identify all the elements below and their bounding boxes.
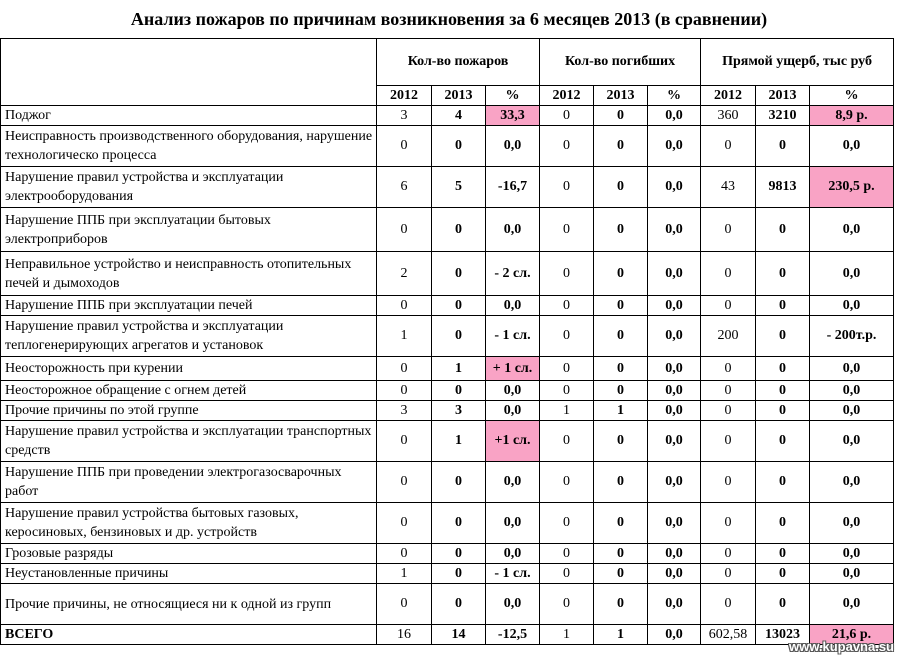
value-cell: 21,6 р. xyxy=(810,625,894,645)
value-cell: 14 xyxy=(432,625,486,645)
value-cell: 0,0 xyxy=(486,296,540,316)
value-cell: 0,0 xyxy=(648,296,701,316)
value-cell: 0,0 xyxy=(648,625,701,645)
value-cell: 0,0 xyxy=(810,296,894,316)
cause-cell: Поджог xyxy=(1,106,377,126)
group-header-damage: Прямой ущерб, тыс руб xyxy=(701,39,894,86)
cause-cell: Нарушение ППБ при эксплуатации печей xyxy=(1,296,377,316)
value-cell: 0,0 xyxy=(486,381,540,401)
value-cell: 0 xyxy=(432,316,486,357)
value-cell: 4 xyxy=(432,106,486,126)
cause-cell: Неправильное устройство и неисправность отопительных печей и дымоходов xyxy=(1,252,377,296)
value-cell: 3210 xyxy=(756,106,810,126)
value-cell: 0 xyxy=(594,296,648,316)
value-cell: 0,0 xyxy=(810,401,894,421)
subheader-cell: 2013 xyxy=(432,86,486,106)
value-cell: 0,0 xyxy=(810,126,894,167)
value-cell: - 1 сл. xyxy=(486,316,540,357)
value-cell: 0 xyxy=(594,357,648,381)
value-cell: 0 xyxy=(540,126,594,167)
cause-cell: Неустановленные причины xyxy=(1,564,377,584)
value-cell: 0 xyxy=(432,296,486,316)
value-cell: 0 xyxy=(594,564,648,584)
value-cell: 0,0 xyxy=(810,252,894,296)
value-cell: 0 xyxy=(377,544,432,564)
subheader-cell: % xyxy=(648,86,701,106)
value-cell: 230,5 р. xyxy=(810,167,894,208)
subheader-cell: 2013 xyxy=(756,86,810,106)
value-cell: 0 xyxy=(701,357,756,381)
value-cell: 0,0 xyxy=(810,357,894,381)
value-cell: 0 xyxy=(594,316,648,357)
value-cell: 0,0 xyxy=(486,401,540,421)
value-cell: 0,0 xyxy=(810,584,894,625)
value-cell: 0,0 xyxy=(810,503,894,544)
value-cell: 0,0 xyxy=(648,106,701,126)
subheader-cell: 2013 xyxy=(594,86,648,106)
value-cell: 0,0 xyxy=(810,462,894,503)
value-cell: 0 xyxy=(432,462,486,503)
value-cell: 0,0 xyxy=(810,421,894,462)
value-cell: 1 xyxy=(540,401,594,421)
group-header-row xyxy=(1,39,894,86)
value-cell: 0 xyxy=(594,544,648,564)
table-row xyxy=(1,357,894,381)
subheader-cell: % xyxy=(486,86,540,106)
total-label: ВСЕГО xyxy=(1,625,377,645)
value-cell: 0,0 xyxy=(486,462,540,503)
total-row xyxy=(1,625,894,645)
value-cell: 0 xyxy=(540,544,594,564)
value-cell: 0 xyxy=(701,401,756,421)
value-cell: 0 xyxy=(432,544,486,564)
value-cell: 200 xyxy=(701,316,756,357)
value-cell: 0,0 xyxy=(486,584,540,625)
value-cell: 0,0 xyxy=(648,167,701,208)
table-row xyxy=(1,106,894,126)
table-row xyxy=(1,208,894,252)
value-cell: 0 xyxy=(594,252,648,296)
value-cell: 1 xyxy=(432,421,486,462)
value-cell: 0,0 xyxy=(810,544,894,564)
value-cell: 0 xyxy=(756,503,810,544)
table-row xyxy=(1,544,894,564)
table-row xyxy=(1,167,894,208)
value-cell: - 2 сл. xyxy=(486,252,540,296)
subheader-cell: 2012 xyxy=(377,86,432,106)
value-cell: 0 xyxy=(540,381,594,401)
table-row xyxy=(1,296,894,316)
value-cell: 0 xyxy=(594,421,648,462)
cause-header-cell xyxy=(1,39,377,106)
cause-cell: Грозовые разряды xyxy=(1,544,377,564)
value-cell: 602,58 xyxy=(701,625,756,645)
cause-cell: Неосторожное обращение с огнем детей xyxy=(1,381,377,401)
cause-cell: Неосторожность при курении xyxy=(1,357,377,381)
value-cell: 1 xyxy=(594,625,648,645)
fire-analysis-table xyxy=(0,38,894,645)
value-cell: 0 xyxy=(540,564,594,584)
value-cell: - 1 сл. xyxy=(486,564,540,584)
value-cell: 0 xyxy=(377,584,432,625)
value-cell: 0,0 xyxy=(648,316,701,357)
table-row xyxy=(1,316,894,357)
value-cell: 0 xyxy=(701,462,756,503)
value-cell: 0 xyxy=(756,252,810,296)
value-cell: 0,0 xyxy=(810,381,894,401)
group-header-fires: Кол-во пожаров xyxy=(377,39,540,86)
value-cell: 0 xyxy=(701,421,756,462)
value-cell: 5 xyxy=(432,167,486,208)
value-cell: 0,0 xyxy=(648,421,701,462)
table-row xyxy=(1,252,894,296)
value-cell: 0 xyxy=(540,316,594,357)
value-cell: 0 xyxy=(594,106,648,126)
value-cell: 0,0 xyxy=(648,584,701,625)
table-row xyxy=(1,421,894,462)
value-cell: 8,9 р. xyxy=(810,106,894,126)
value-cell: 0,0 xyxy=(648,462,701,503)
value-cell: 0 xyxy=(432,381,486,401)
table-row xyxy=(1,462,894,503)
value-cell: 0 xyxy=(594,381,648,401)
value-cell: 3 xyxy=(377,401,432,421)
value-cell: 0 xyxy=(540,167,594,208)
cause-cell: Нарушение правил устройства бытовых газовых, керосиновых, бензиновых и др. устройств xyxy=(1,503,377,544)
cause-cell: Нарушение правил устройства и эксплуатации теплогенерирующих агрегатов и установок xyxy=(1,316,377,357)
value-cell: 1 xyxy=(377,564,432,584)
value-cell: 9813 xyxy=(756,167,810,208)
value-cell: 0 xyxy=(701,252,756,296)
cause-cell: Неисправность производственного оборудования, нарушение технологическо процесса xyxy=(1,126,377,167)
value-cell: 0 xyxy=(540,584,594,625)
value-cell: 0 xyxy=(594,503,648,544)
value-cell: 0 xyxy=(594,167,648,208)
value-cell: 0 xyxy=(377,381,432,401)
value-cell: 0 xyxy=(756,316,810,357)
value-cell: 0 xyxy=(756,421,810,462)
value-cell: 0,0 xyxy=(486,503,540,544)
value-cell: 0 xyxy=(540,421,594,462)
value-cell: 0 xyxy=(432,252,486,296)
value-cell: 0,0 xyxy=(486,126,540,167)
value-cell: 3 xyxy=(377,106,432,126)
value-cell: 0 xyxy=(701,564,756,584)
site-watermark: www.kupavna.su xyxy=(789,639,894,654)
value-cell: 0 xyxy=(377,462,432,503)
value-cell: -16,7 xyxy=(486,167,540,208)
value-cell: 0 xyxy=(756,584,810,625)
cause-cell: Прочие причины, не относящиеся ни к одной из групп xyxy=(1,584,377,625)
page-title: Анализ пожаров по причинам возникновения за 6 месяцев 2013 (в сравнении) xyxy=(130,9,768,29)
value-cell: 0 xyxy=(540,252,594,296)
value-cell: 0 xyxy=(756,544,810,564)
value-cell: 0 xyxy=(432,584,486,625)
value-cell: 0 xyxy=(594,462,648,503)
subheader-cell: 2012 xyxy=(701,86,756,106)
table-row xyxy=(1,401,894,421)
value-cell: 0 xyxy=(432,564,486,584)
cause-cell: Нарушение ППБ при эксплуатации бытовых электроприборов xyxy=(1,208,377,252)
cause-cell: Нарушение правил устройства и эксплуатации транспортных средств xyxy=(1,421,377,462)
cause-cell: Прочие причины по этой группе xyxy=(1,401,377,421)
cause-cell: Нарушение правил устройства и эксплуатации электрооборудования xyxy=(1,167,377,208)
subheader-cell: % xyxy=(810,86,894,106)
value-cell: 0 xyxy=(701,296,756,316)
value-cell: 0,0 xyxy=(810,208,894,252)
value-cell: 0 xyxy=(377,357,432,381)
value-cell: 0 xyxy=(540,503,594,544)
value-cell: 0,0 xyxy=(648,357,701,381)
value-cell: 13023 xyxy=(756,625,810,645)
value-cell: 0 xyxy=(377,421,432,462)
value-cell: +1 сл. xyxy=(486,421,540,462)
value-cell: 1 xyxy=(594,401,648,421)
value-cell: 0 xyxy=(540,106,594,126)
value-cell: 0,0 xyxy=(810,564,894,584)
value-cell: 0 xyxy=(756,564,810,584)
value-cell: 0 xyxy=(540,208,594,252)
value-cell: 0,0 xyxy=(648,252,701,296)
value-cell: 0 xyxy=(701,503,756,544)
value-cell: 0 xyxy=(540,462,594,503)
value-cell: 0 xyxy=(594,208,648,252)
table-body xyxy=(1,106,894,645)
table-row xyxy=(1,564,894,584)
value-cell: + 1 сл. xyxy=(486,357,540,381)
value-cell: 0 xyxy=(756,126,810,167)
value-cell: 6 xyxy=(377,167,432,208)
value-cell: 0 xyxy=(432,126,486,167)
value-cell: 1 xyxy=(377,316,432,357)
value-cell: 0 xyxy=(756,381,810,401)
value-cell: 0 xyxy=(377,503,432,544)
value-cell: 2 xyxy=(377,252,432,296)
value-cell: 0 xyxy=(756,401,810,421)
table-row xyxy=(1,381,894,401)
value-cell: 0 xyxy=(701,126,756,167)
value-cell: 0 xyxy=(701,208,756,252)
value-cell: 0 xyxy=(377,296,432,316)
value-cell: 0 xyxy=(701,381,756,401)
value-cell: 0 xyxy=(377,126,432,167)
value-cell: 0 xyxy=(432,208,486,252)
value-cell: 0,0 xyxy=(486,208,540,252)
value-cell: 0 xyxy=(377,208,432,252)
value-cell: 0 xyxy=(594,126,648,167)
table-row xyxy=(1,584,894,625)
value-cell: - 200т.р. xyxy=(810,316,894,357)
value-cell: 0,0 xyxy=(486,544,540,564)
value-cell: 0,0 xyxy=(648,503,701,544)
value-cell: 0 xyxy=(540,296,594,316)
value-cell: 0 xyxy=(756,208,810,252)
value-cell: 0 xyxy=(756,462,810,503)
cause-cell: Нарушение ППБ при проведении электрогазосварочных работ xyxy=(1,462,377,503)
subheader-cell: 2012 xyxy=(540,86,594,106)
value-cell: 0,0 xyxy=(648,126,701,167)
value-cell: 0 xyxy=(432,503,486,544)
value-cell: 0 xyxy=(756,296,810,316)
value-cell: 0 xyxy=(756,357,810,381)
table-row xyxy=(1,503,894,544)
value-cell: 0,0 xyxy=(648,544,701,564)
value-cell: 16 xyxy=(377,625,432,645)
value-cell: 360 xyxy=(701,106,756,126)
value-cell: 0 xyxy=(701,544,756,564)
group-header-deaths: Кол-во погибших xyxy=(540,39,701,86)
value-cell: 1 xyxy=(432,357,486,381)
value-cell: 0,0 xyxy=(648,208,701,252)
value-cell: 43 xyxy=(701,167,756,208)
value-cell: 0,0 xyxy=(648,381,701,401)
value-cell: -12,5 xyxy=(486,625,540,645)
value-cell: 0 xyxy=(540,357,594,381)
table-row xyxy=(1,126,894,167)
value-cell: 0,0 xyxy=(648,401,701,421)
value-cell: 1 xyxy=(540,625,594,645)
value-cell: 33,3 xyxy=(486,106,540,126)
value-cell: 3 xyxy=(432,401,486,421)
value-cell: 0 xyxy=(701,584,756,625)
value-cell: 0,0 xyxy=(648,564,701,584)
value-cell: 0 xyxy=(594,584,648,625)
